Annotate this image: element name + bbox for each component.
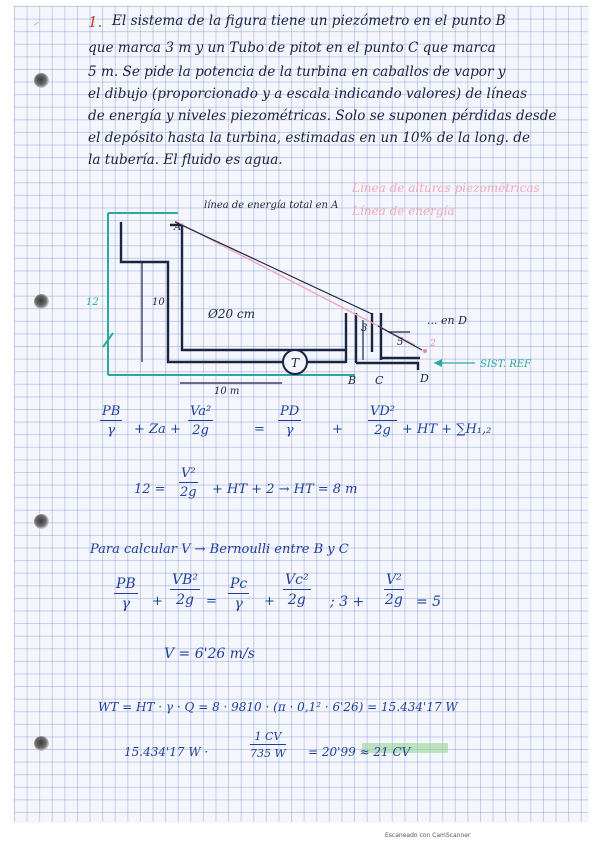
statement-line: 5 m. Se pide la potencia de la turbina en caballos de vapor y <box>88 64 506 80</box>
fraction-pb-gamma-2: PB γ <box>116 576 136 612</box>
point-b-label: B <box>348 374 357 387</box>
statement-line: la tubería. El fluido es agua. <box>88 152 283 168</box>
point-2-label: 2 <box>430 339 436 349</box>
reference-label: SIST. REF <box>480 359 531 370</box>
fraction-pc-gamma: Pc γ <box>230 576 248 612</box>
exit-dot <box>423 349 427 353</box>
pitot-reading: 5 <box>397 337 404 348</box>
height-total-label: 12 <box>86 297 99 308</box>
scanner-footer: Escaneado con CamScanner <box>385 832 471 839</box>
energy-line-label: línea de energía total en A <box>204 200 339 211</box>
margin-mark: ⸝ <box>33 15 39 28</box>
pipe-outline <box>121 222 420 370</box>
legend-pink: Línea de alturas piezométricas <box>352 181 540 195</box>
height-inner-label: 10 <box>152 297 165 308</box>
eq-plus-za: + Za + <box>134 422 181 437</box>
eq-equals: = <box>254 422 265 437</box>
ref-arrowhead <box>434 359 442 367</box>
turbine-label: T <box>290 356 300 370</box>
point-d-label: D <box>420 372 429 385</box>
point-a-label: A <box>174 222 182 233</box>
point-c-label: C <box>375 374 384 387</box>
length-label: 10 m <box>214 386 240 397</box>
problem-number: 1. <box>88 13 103 31</box>
bc-plus2: + <box>264 594 275 609</box>
fraction-va2-2g: Va² 2g <box>190 404 212 438</box>
fraction-v2-2g: V² 2g <box>180 466 197 500</box>
statement-line: el dibujo (proporcionado y a escala indicando valores) de líneas <box>88 86 528 102</box>
statement-line: el depósito hasta la turbina, estimadas en un 10% de la long. de <box>88 130 531 146</box>
eq-ht-result: + HT + 2 → HT = 8 m <box>212 482 358 497</box>
bc-semicolon-3: ; 3 + <box>330 594 365 610</box>
fraction-v2-2g-b: V² 2g <box>384 572 403 608</box>
piezometer-reading: 3 <box>361 323 368 334</box>
fraction-vc2-2g: Vc² 2g <box>285 572 309 608</box>
conversion-left: 15.434'17 W · <box>124 745 209 759</box>
end-label: ... en D <box>427 314 467 327</box>
fraction-cv-w: 1 CV 735 W <box>250 730 286 760</box>
eq-plus: + <box>332 422 343 437</box>
bc-equals: = <box>206 594 217 609</box>
fraction-pb-gamma: PB γ <box>102 404 121 438</box>
fraction-pd-gamma: PD γ <box>280 404 300 438</box>
energy-line <box>175 222 372 314</box>
fraction-vd2-2g: VD² 2g <box>370 404 396 438</box>
eq-12: 12 = <box>134 482 166 497</box>
legend-green: Línea de energía <box>352 204 455 218</box>
fraction-vb2-2g: VB² 2g <box>172 572 199 608</box>
bc-plus1: + <box>152 594 163 609</box>
statement-line: que marca 3 m y un Tubo de pitot en el punto C que marca <box>88 40 496 56</box>
statement-line: El sistema de la figura tiene un piezómetro en el punto B <box>112 13 506 29</box>
conversion-result: = 20'99 ≈ 21 CV <box>308 745 411 759</box>
para-calcular-text: Para calcular V → Bernoulli entre B y C <box>90 542 349 557</box>
statement-line: de energía y niveles piezométricas. Solo se suponen pérdidas desde <box>88 108 557 124</box>
diameter-label: Ø20 cm <box>208 307 256 321</box>
power-equation: WT = HT · γ · Q = 8 · 9810 · (π · 0,1² · 6'26) = 15.434'17 W <box>98 700 458 714</box>
eq-tail: + HT + ∑H₁,₂ <box>402 422 492 437</box>
velocity-result: V = 6'26 m/s <box>164 646 255 662</box>
bc-result: = 5 <box>416 594 442 610</box>
